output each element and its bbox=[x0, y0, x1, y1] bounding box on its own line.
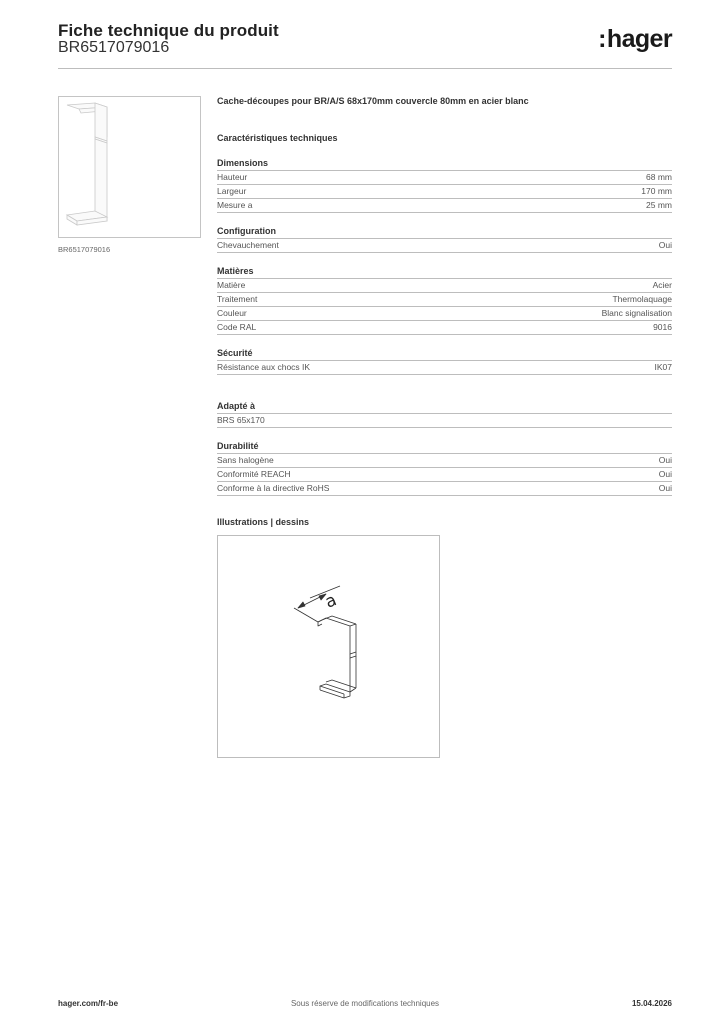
spec-row bbox=[217, 468, 672, 482]
footer-notice: Sous réserve de modifications techniques bbox=[290, 999, 440, 1008]
spec-label: Conforme à la directive RoHS bbox=[217, 483, 330, 493]
logo-mark: : bbox=[598, 25, 606, 53]
spec-row bbox=[217, 454, 672, 468]
spec-label: Mesure a bbox=[217, 200, 253, 210]
spec-label: BRS 65x170 bbox=[217, 415, 265, 425]
spec-row bbox=[217, 185, 672, 199]
spec-label: Sans halogène bbox=[217, 455, 274, 465]
section-configuration bbox=[217, 226, 672, 253]
spec-row bbox=[217, 199, 672, 213]
illustrations-title: Illustrations | dessins bbox=[217, 517, 310, 527]
spec-row bbox=[217, 361, 672, 375]
spec-label: Résistance aux chocs IK bbox=[217, 362, 311, 372]
spec-row bbox=[217, 279, 672, 293]
spec-value: Acier bbox=[652, 280, 672, 290]
spec-value: Thermolaquage bbox=[612, 294, 672, 304]
spec-value: 170 mm bbox=[641, 186, 672, 196]
spec-value: Oui bbox=[658, 483, 672, 493]
spec-value: Oui bbox=[658, 240, 672, 250]
dimension-drawing bbox=[217, 535, 440, 758]
spec-row bbox=[217, 321, 672, 335]
spec-label: Chevauchement bbox=[217, 240, 279, 250]
tech-heading: Caractéristiques techniques bbox=[217, 133, 338, 143]
footer-date: 15.04.2026 bbox=[631, 999, 672, 1008]
spec-value: 9016 bbox=[653, 322, 672, 332]
dimension-drawing-icon bbox=[218, 536, 439, 757]
spec-label: Couleur bbox=[217, 308, 247, 318]
spec-row bbox=[217, 414, 672, 428]
section-adapte bbox=[217, 401, 672, 428]
product-description: Cache-découpes pour BR/A/S 68x170mm couvercle 80mm en acier blanc bbox=[217, 96, 529, 106]
spec-content bbox=[217, 95, 672, 496]
spec-value: Blanc signalisation bbox=[601, 308, 672, 318]
section-title: Matières bbox=[217, 266, 672, 279]
product-image bbox=[58, 96, 201, 238]
section-title: Sécurité bbox=[217, 348, 672, 361]
section-title: Adapté à bbox=[217, 401, 672, 414]
section-securite bbox=[217, 348, 672, 375]
spec-value: Oui bbox=[658, 455, 672, 465]
logo-text: hager bbox=[606, 25, 672, 53]
spec-value: Oui bbox=[658, 469, 672, 479]
footer-website-link[interactable]: hager.com/fr-be bbox=[58, 999, 119, 1008]
section-title: Durabilité bbox=[217, 441, 672, 454]
section-title: Configuration bbox=[217, 226, 672, 239]
spec-label: Traitement bbox=[217, 294, 258, 304]
spec-value: 25 mm bbox=[646, 200, 672, 210]
page-title: Fiche technique du produit bbox=[58, 21, 279, 40]
product-illustration-icon bbox=[59, 97, 200, 237]
spec-row bbox=[217, 239, 672, 253]
spec-label: Conformité REACH bbox=[217, 469, 291, 479]
spec-row bbox=[217, 307, 672, 321]
spec-label: Matière bbox=[217, 280, 246, 290]
section-matieres bbox=[217, 266, 672, 335]
product-image-caption: BR6517079016 bbox=[58, 245, 111, 254]
section-dimensions bbox=[217, 158, 672, 213]
spec-value: 68 mm bbox=[646, 172, 672, 182]
header-divider bbox=[58, 68, 672, 69]
section-title: Dimensions bbox=[217, 158, 672, 171]
spec-label: Code RAL bbox=[217, 322, 257, 332]
product-code: BR6517079016 bbox=[58, 39, 170, 56]
spec-row bbox=[217, 171, 672, 185]
spec-label: Hauteur bbox=[217, 172, 248, 182]
dimension-label: a bbox=[322, 590, 340, 613]
spec-row bbox=[217, 482, 672, 496]
spec-row bbox=[217, 293, 672, 307]
spec-value: IK07 bbox=[654, 362, 672, 372]
hager-logo bbox=[598, 27, 672, 52]
spec-label: Largeur bbox=[217, 186, 247, 196]
section-durabilite bbox=[217, 441, 672, 496]
